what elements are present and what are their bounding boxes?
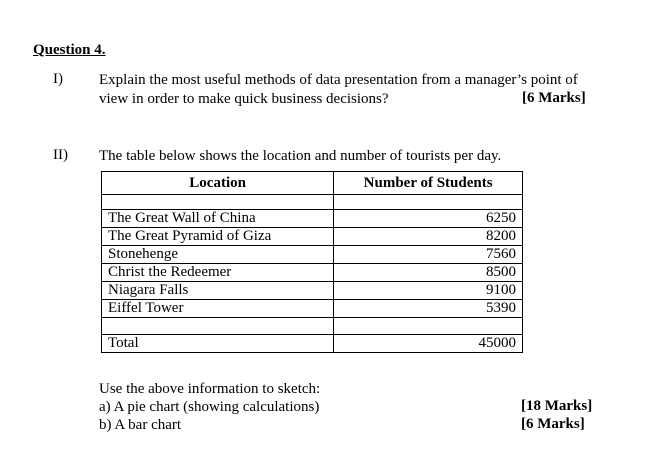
task-bar-chart-marks: [6 Marks]	[521, 416, 585, 432]
count-cell: 9100	[334, 282, 523, 300]
table-header-row	[102, 172, 523, 195]
table-row	[102, 264, 523, 282]
total-label: Total	[102, 335, 334, 353]
table-row	[102, 300, 523, 318]
location-cell: Stonehenge	[102, 246, 334, 264]
table-row	[102, 228, 523, 246]
task-bar-chart: b) A bar chart	[99, 417, 182, 433]
part2-intro: The table below shows the location and number of tourists per day.	[99, 148, 502, 164]
count-cell: 7560	[334, 246, 523, 264]
location-cell: Niagara Falls	[102, 282, 334, 300]
spacer-row	[102, 195, 523, 210]
location-cell: Christ the Redeemer	[102, 264, 334, 282]
location-cell: The Great Pyramid of Giza	[102, 228, 334, 246]
location-cell: Eiffel Tower	[102, 300, 334, 318]
count-cell: 5390	[334, 300, 523, 318]
task-pie-chart: a) A pie chart (showing calculations)	[99, 399, 320, 415]
count-cell: 6250	[334, 210, 523, 228]
task-pie-chart-marks: [18 Marks]	[521, 398, 593, 414]
question-title: Question 4.	[33, 42, 106, 58]
count-cell: 8200	[334, 228, 523, 246]
part1-question-line1: Explain the most useful methods of data presentation from a manager’s point of	[99, 72, 578, 88]
part1-marks: [6 Marks]	[522, 90, 586, 106]
location-header: Location	[102, 172, 334, 195]
location-cell: The Great Wall of China	[102, 210, 334, 228]
part2-number: II)	[53, 147, 68, 163]
count-cell: 8500	[334, 264, 523, 282]
sketch-intro: Use the above information to sketch:	[99, 381, 321, 397]
table-row	[102, 282, 523, 300]
table-row	[102, 246, 523, 264]
total-row	[102, 335, 523, 353]
count-header: Number of Students	[334, 172, 523, 195]
part1-number: I)	[53, 71, 63, 87]
total-value: 45000	[334, 335, 523, 353]
table-row	[102, 210, 523, 228]
tourists-table	[101, 171, 523, 353]
part1-question-line2: view in order to make quick business decisions?	[99, 91, 389, 107]
spacer-row	[102, 318, 523, 335]
